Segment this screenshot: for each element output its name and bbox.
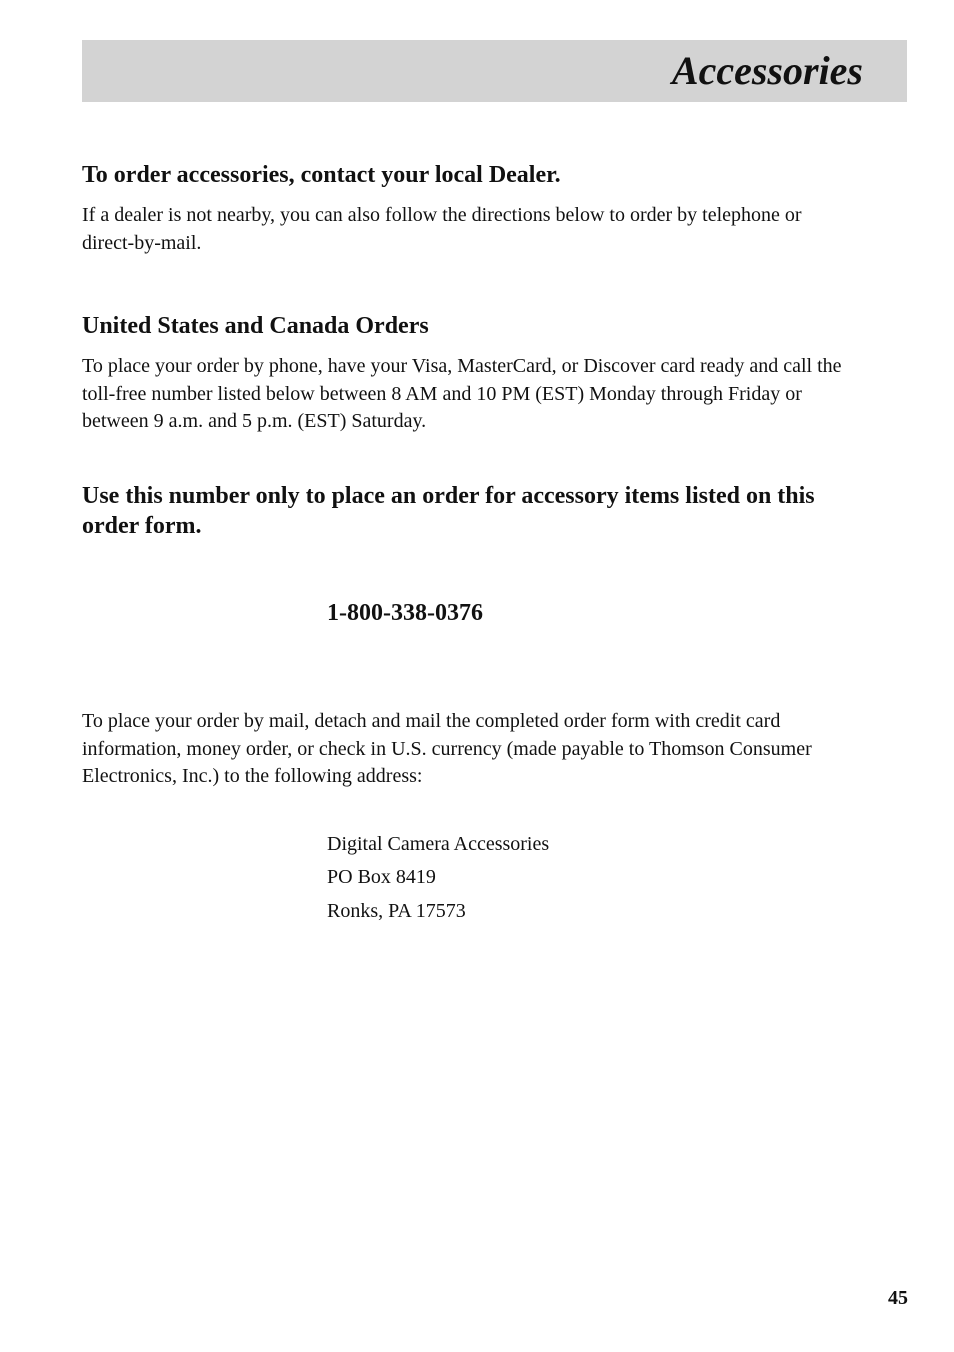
address-line-3: Ronks, PA 17573: [327, 900, 466, 922]
us-canada-paragraph: To place your order by phone, have your Visa, MasterCard, or Discover card ready and call the toll-free number listed below between 8 AM and 10 PM (EST) Monday through Friday or between 9 a.m. and 5 p.m. (EST) Saturday.: [82, 355, 842, 432]
phone-number: 1-800-338-0376: [327, 600, 483, 626]
address-line-2: PO Box 8419: [327, 866, 436, 888]
page-title: Accessories: [671, 48, 863, 93]
mail-order-paragraph: To place your order by mail, detach and mail the completed order form with credit card information, money order, or check in U.S. currency (made payable to Thomson Consumer Electronics, Inc.) to the following address:: [82, 710, 812, 787]
dealer-heading: To order accessories, contact your local Dealer.: [82, 162, 561, 188]
address-line-1: Digital Camera Accessories: [327, 833, 550, 855]
dealer-paragraph: If a dealer is not nearby, you can also follow the directions below to order by telephone or direct-by-mail.: [82, 204, 802, 254]
order-number-notice: Use this number only to place an order for accessory items listed on this order form.: [82, 483, 815, 539]
us-canada-heading: United States and Canada Orders: [82, 313, 429, 339]
page-number: 45: [888, 1287, 908, 1309]
header-bar: [82, 40, 907, 102]
